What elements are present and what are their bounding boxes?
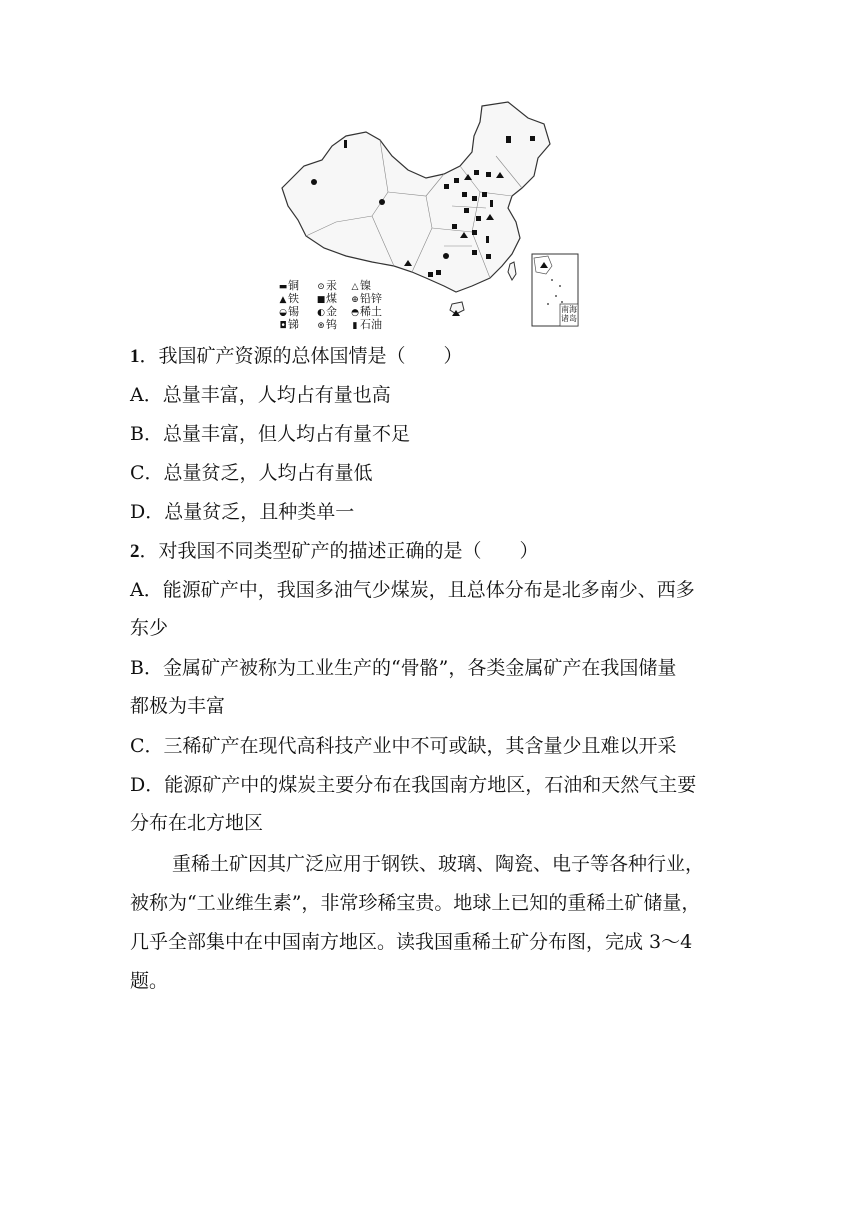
q2-option-d[interactable]: D．能源矿产中的煤炭主要分布在我国南方地区，石油和天然气主要 <box>130 774 697 796</box>
gold-icon: ◐ <box>317 308 325 318</box>
iron-icon: ▲ <box>279 295 287 305</box>
passage-line-4: 题。 <box>130 970 169 992</box>
legend-rare-earth: ◓稀土 <box>351 305 382 318</box>
legend-lead-zinc: ⊕铅锌 <box>351 292 382 305</box>
legend-antimony: ◘锑 <box>279 318 299 331</box>
legend-oil: ▮ 石油 <box>350 319 382 332</box>
tungsten-icon: ⊚ <box>317 321 325 331</box>
q1-stem: 1．我国矿产资源的总体国情是（ ） <box>130 345 463 367</box>
antimony-icon: ◘ <box>279 321 287 331</box>
coal-icon: ■ <box>316 295 326 305</box>
q2-option-c[interactable]: C．三稀矿产在现代高科技产业中不可或缺，其含量少且难以开采 <box>130 735 677 757</box>
legend-gold: ◐金 <box>317 305 337 318</box>
lead-zinc-icon: ⊕ <box>351 295 359 305</box>
legend-nickel: △ 镍 <box>351 279 371 292</box>
legend-mercury: ⊙汞 <box>317 279 337 292</box>
taiwan-island <box>508 262 516 280</box>
legend-copper: ▬铜 <box>278 279 299 292</box>
inset-label: 南海诸岛 <box>561 305 577 323</box>
q1-option-b[interactable]: B．总量丰富，但人均占有量不足 <box>130 423 410 445</box>
nickel-icon: △ <box>351 282 359 292</box>
legend-iron: ▲ 铁 <box>279 292 299 305</box>
tin-icon: ◒ <box>279 308 287 318</box>
q2-option-a-cont: 东少 <box>130 617 169 639</box>
map-legend <box>278 280 408 336</box>
q1-option-d[interactable]: D．总量贫乏，且种类单一 <box>130 501 355 523</box>
q2-option-a[interactable]: A．能源矿产中，我国多油气少煤炭，且总体分布是北多南少、西多 <box>130 579 695 601</box>
rare-earth-icon: ◓ <box>351 308 359 318</box>
mercury-icon: ⊙ <box>317 282 325 292</box>
legend-coal: ■煤 <box>316 292 337 305</box>
q1-option-a[interactable]: A．总量丰富，人均占有量也高 <box>130 384 391 406</box>
passage-line-2: 被称为“工业维生素”，非常珍稀宝贵。地球上已知的重稀土矿储量， <box>130 892 701 914</box>
passage-line-1: 重稀土矿因其广泛应用于钢铁、玻璃、陶瓷、电子等各种行业， <box>172 853 705 875</box>
q2-option-d-cont: 分布在北方地区 <box>130 812 264 834</box>
legend-tin: ◒锡 <box>279 305 299 318</box>
q1-option-c[interactable]: C．总量贫乏，人均占有量低 <box>130 462 373 484</box>
q2-option-b[interactable]: B．金属矿产被称为工业生产的“骨骼”，各类金属矿产在我国储量 <box>130 657 677 679</box>
passage-line-3: 几乎全部集中在中国南方地区。读我国重稀土矿分布图，完成 3～4 <box>130 931 693 953</box>
legend-tungsten: ⊚钨 <box>317 318 337 331</box>
q2-option-b-cont: 都极为丰富 <box>130 695 226 717</box>
oil-icon: ▮ <box>352 321 358 331</box>
q2-stem: 2．对我国不同类型矿产的描述正确的是（ ） <box>130 540 539 562</box>
copper-icon: ▬ <box>278 282 288 292</box>
